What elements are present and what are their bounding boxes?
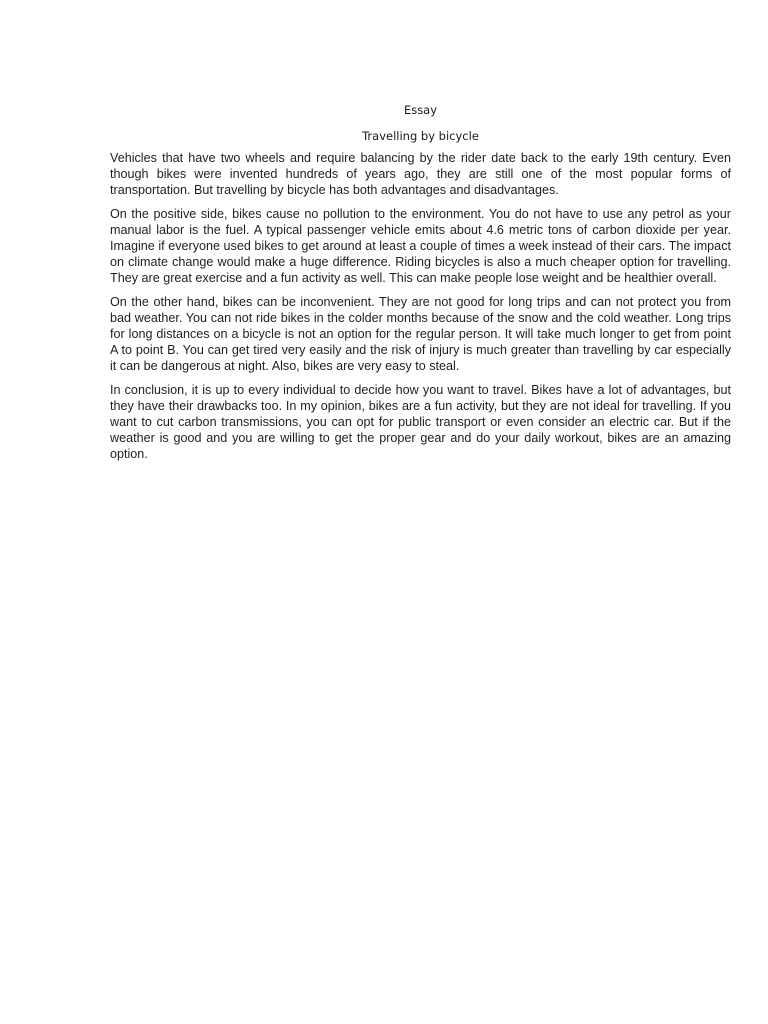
- essay-title: Travelling by bicycle: [362, 129, 479, 143]
- document-heading: Essay: [403, 103, 438, 117]
- paragraph-disadvantages: On the other hand, bikes can be inconvenient. They are not good for long trips and can not protect you from bad weather. You can not ride bikes in the colder months because of the snow and the cold weather. Long trips for long distances on a bicycle is not an option for the regular person. It will take much longer to get from point A to point B. You can get tired very easily and the risk of injury is much greater than travelling by car especially it can be dangerous at night. Also, bikes are very easy to steal.: [110, 294, 731, 374]
- paragraph-advantages: On the positive side, bikes cause no pollution to the environment. You do not have to use any petrol as your manual labor is the fuel. A typical passenger vehicle emits about 4.6 metric tons of carbon dioxide per year. Imagine if everyone used bikes to get around at least a couple of times a week instead of their cars. The impact on climate change would make a huge difference. Riding bicycles is also a much cheaper option for travelling. They are great exercise and a fun activity as well. This can make people lose weight and be healthier overall.: [110, 206, 731, 286]
- paragraph-introduction: Vehicles that have two wheels and require balancing by the rider date back to the early 19th century. Even though bikes were invented hundreds of years ago, they are still one of the most popular forms of transportation. But travelling by bicycle has both advantages and disadvantages.: [110, 151, 731, 198]
- paragraph-conclusion: In conclusion, it is up to every individual to decide how you want to travel. Bikes have a lot of advantages, but they have their drawbacks too. In my opinion, bikes are a fun activity, but they are not ideal for travelling. If you want to cut carbon transmissions, you can opt for public transport or even consider an electric car. But if the weather is good and you are willing to get the proper gear and do your daily workout, bikes are an amazing option.: [110, 382, 731, 462]
- document-body: [110, 102, 731, 470]
